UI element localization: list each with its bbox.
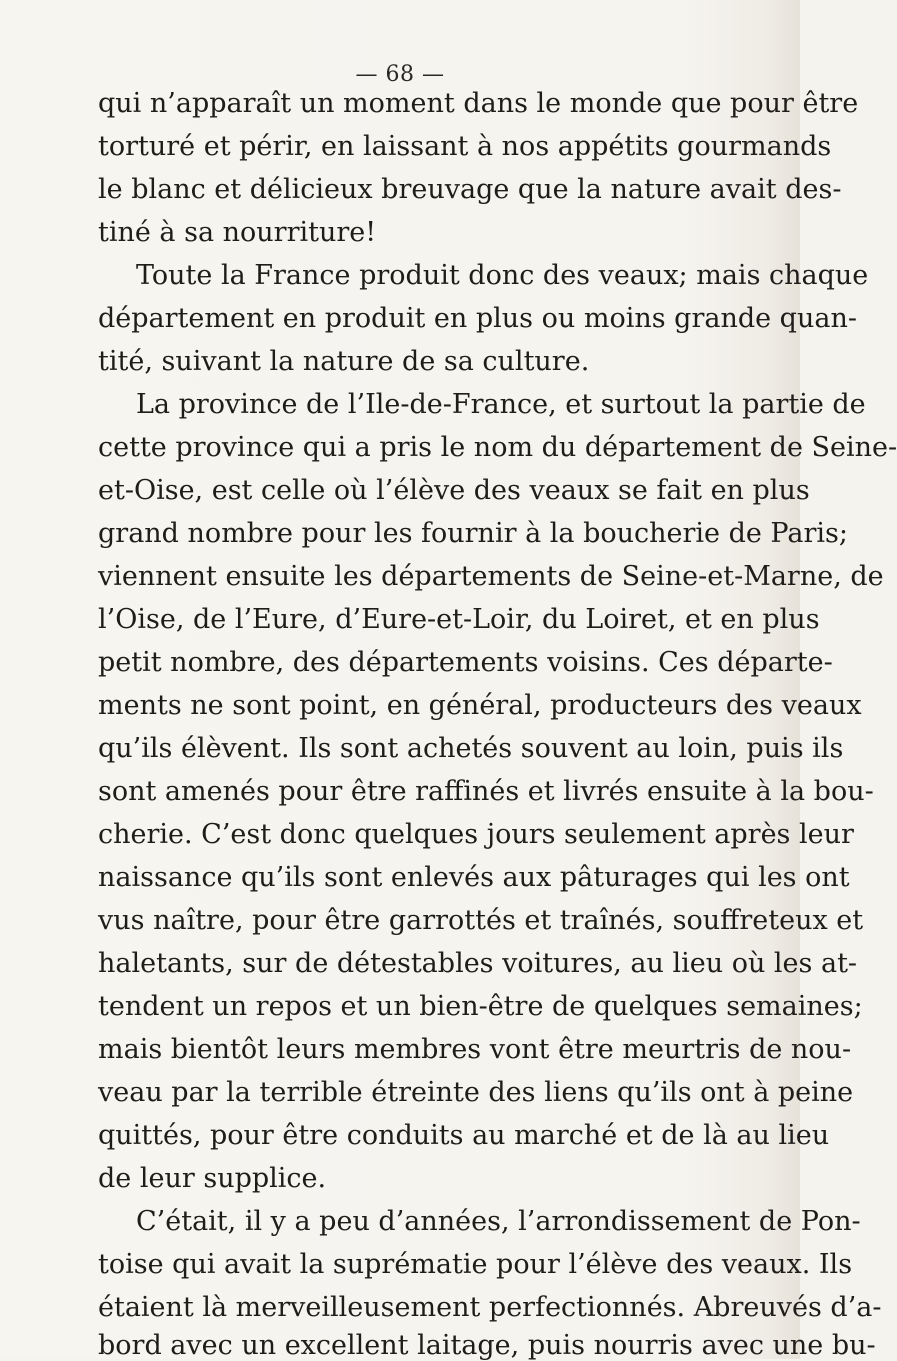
text-line: tiné à sa nourriture! <box>98 217 377 248</box>
text-line: de leur supplice. <box>98 1163 327 1194</box>
text-line: département en produit en plus ou moins grande quan- <box>98 303 857 334</box>
text-line: bord avec un excellent laitage, puis nourris avec une bu- <box>98 1330 876 1361</box>
text-line: torturé et périr, en laissant à nos appétits gourmands <box>98 131 832 162</box>
text-line: toise qui avait la suprématie pour l’élève des veaux. Ils <box>98 1249 853 1280</box>
text-line: haletants, sur de détestables voitures, au lieu où les at- <box>98 948 858 979</box>
text-line: ments ne sont point, en général, producteurs des veaux <box>98 690 862 721</box>
text-line: l’Oise, de l’Eure, d’Eure-et-Loir, du Loiret, et en plus <box>98 604 820 635</box>
text-line: viennent ensuite les départements de Seine-et-Marne, de <box>98 561 884 592</box>
text-line: étaient là merveilleusement perfectionnés. Abreuvés d’a- <box>98 1292 882 1323</box>
text-line: quittés, pour être conduits au marché et de là au lieu <box>98 1120 830 1151</box>
text-line: mais bientôt leurs membres vont être meurtris de nou- <box>98 1034 852 1065</box>
text-line: petit nombre, des départements voisins. Ces départe- <box>98 647 833 678</box>
text-line: le blanc et délicieux breuvage que la nature avait des- <box>98 174 842 205</box>
paragraph-start-line: C’était, il y a peu d’années, l’arrondissement de Pon- <box>136 1206 861 1237</box>
text-line: cherie. C’est donc quelques jours seulement après leur <box>98 819 854 850</box>
text-line: veau par la terrible étreinte des liens qu’ils ont à peine <box>98 1077 854 1108</box>
text-line: qui n’apparaît un moment dans le monde que pour être <box>98 88 859 119</box>
text-line: grand nombre pour les fournir à la boucherie de Paris; <box>98 518 848 549</box>
text-line: et-Oise, est celle où l’élève des veaux se fait en plus <box>98 475 810 506</box>
text-line: naissance qu’ils sont enlevés aux pâturages qui les ont <box>98 862 850 893</box>
text-line: cette province qui a pris le nom du département de Seine- <box>98 432 897 463</box>
text-line: qu’ils élèvent. Ils sont achetés souvent au loin, puis ils <box>98 733 844 764</box>
text-line: vus naître, pour être garrottés et traînés, souffreteux et <box>98 905 864 936</box>
text-line: sont amenés pour être raffinés et livrés ensuite à la bou- <box>98 776 874 807</box>
text-line: tendent un repos et un bien-être de quelques semaines; <box>98 991 863 1022</box>
paragraph-start-line: Toute la France produit donc des veaux; mais chaque <box>136 260 869 291</box>
page-number: — 68 — <box>355 62 445 87</box>
text-line: tité, suivant la nature de sa culture. <box>98 346 590 377</box>
paragraph-start-line: La province de l’Ile-de-France, et surtout la partie de <box>136 389 866 420</box>
